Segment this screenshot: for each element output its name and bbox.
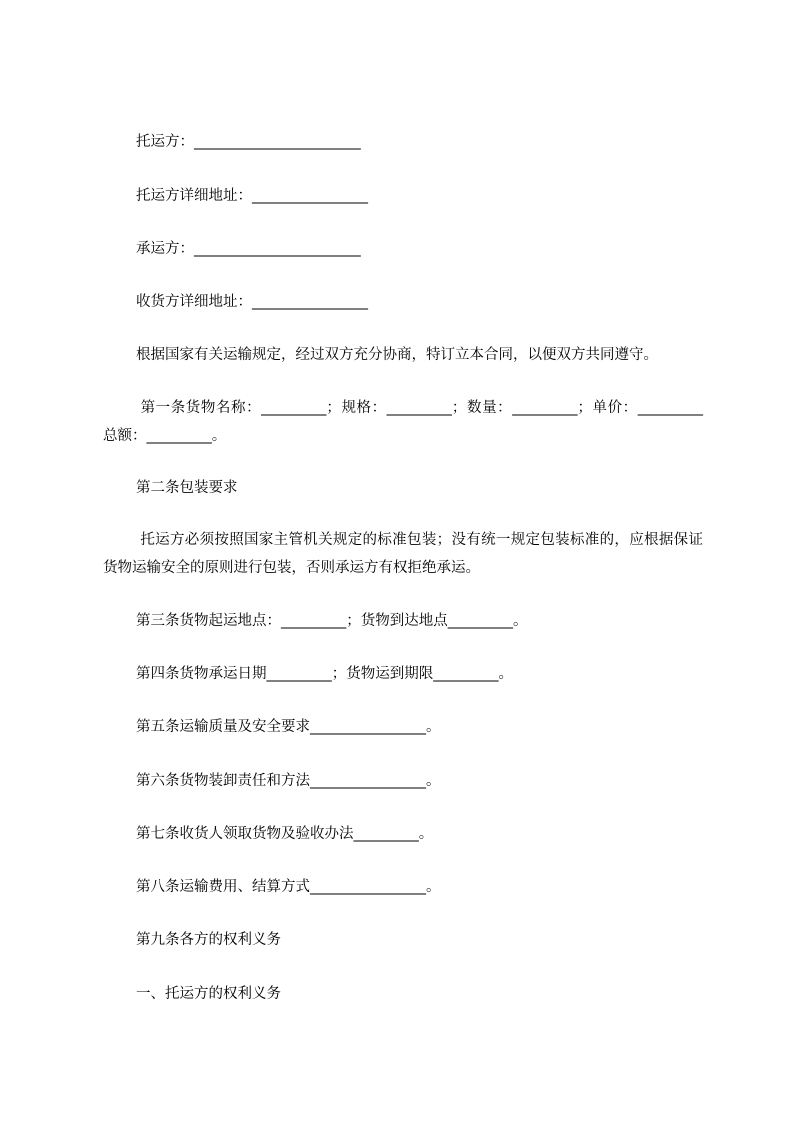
shipper-field-line: 托运方：_______________________ xyxy=(136,134,361,150)
section-1-title: 一、托运方的权利义务 xyxy=(136,986,281,1002)
carrier-field-line: 承运方：_______________________ xyxy=(136,241,361,257)
article-2-text: 托运方必须按照国家主管机关规定的标准包装；没有统一规定包装标准的，应根据保证货物运输安全的原则进行包装，否则承运方有权拒绝承运。 xyxy=(103,532,703,576)
article-8-line: 第八条运输费用、结算方式________________。 xyxy=(136,879,441,895)
article-2-paragraph xyxy=(103,526,703,582)
article-5-line: 第五条运输质量及安全要求________________。 xyxy=(136,719,441,735)
article-4-line: 第四条货物承运日期_________；货物运到期限_________。 xyxy=(136,666,513,682)
article-1-text: 第一条货物名称：_________；规格：_________；数量：_________；单价：_________总额：_________。 xyxy=(103,400,703,444)
article-9-title: 第九条各方的权利义务 xyxy=(136,932,281,948)
article-2-title: 第二条包装要求 xyxy=(136,480,238,496)
article-1-paragraph xyxy=(103,394,703,450)
consignee-address-field-line: 收货方详细地址：________________ xyxy=(136,294,368,310)
article-6-line: 第六条货物装卸责任和方法________________。 xyxy=(136,773,441,789)
article-7-line: 第七条收货人领取货物及验收办法_________。 xyxy=(136,826,434,842)
article-3-line: 第三条货物起运地点：_________；货物到达地点_________。 xyxy=(136,613,528,629)
intro-paragraph: 根据国家有关运输规定，经过双方充分协商，特订立本合同，以便双方共同遵守。 xyxy=(136,347,658,363)
shipper-address-field-line: 托运方详细地址：________________ xyxy=(136,188,368,204)
